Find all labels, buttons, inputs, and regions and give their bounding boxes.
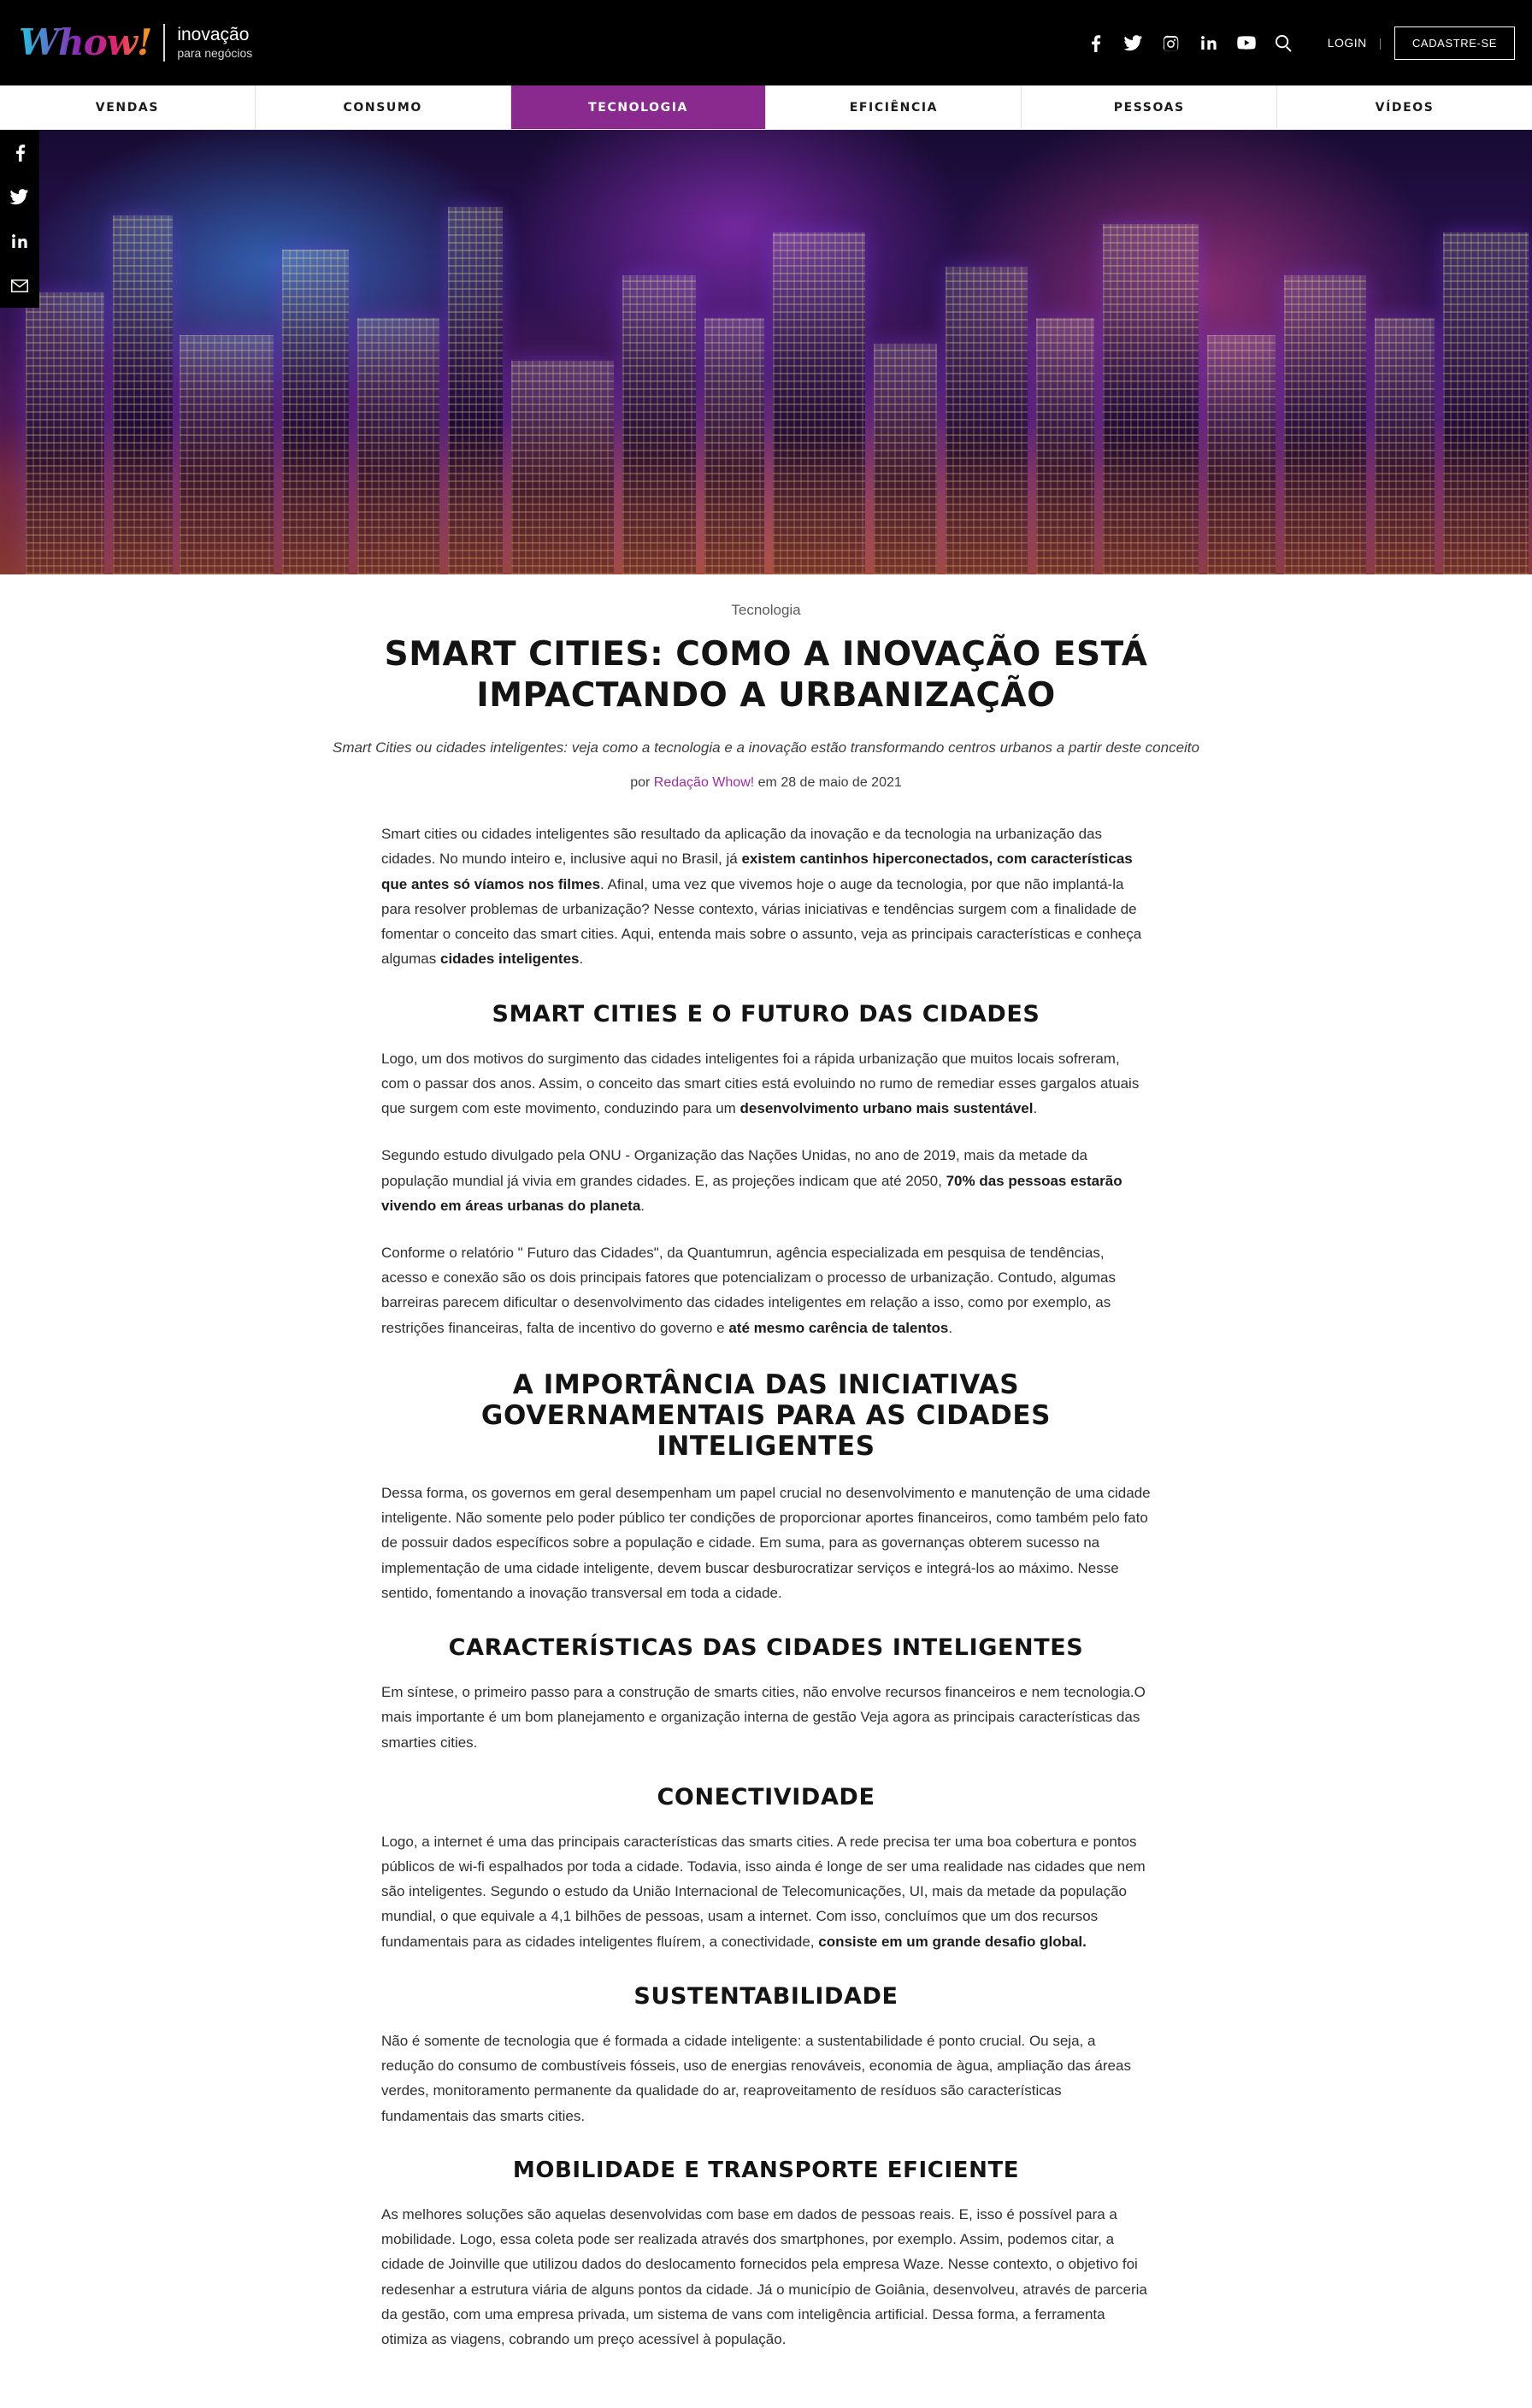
nav-item-pessoas[interactable]: PESSOAS xyxy=(1022,85,1277,129)
register-button[interactable]: CADASTRE-SE xyxy=(1394,26,1515,60)
intro-text-3: . xyxy=(579,951,584,968)
s4-p1-bold: consiste em um grande desafio global. xyxy=(818,1933,1087,1950)
nav-item-videos[interactable]: VÍDEOS xyxy=(1375,100,1435,115)
logo-tagline-line2: para negócios xyxy=(177,46,253,61)
intro-link-2[interactable]: cidades inteligentes xyxy=(439,951,580,968)
hero-glow-overlay xyxy=(0,421,1532,574)
s1-p1-text-a: Logo, um dos motivos do surgimento das cidades inteligentes foi a rápida urbanização que muitos locais sofreram, com o passar dos anos. Assim, o conceito das smart cities está evoluindo no rumo de remediar esses gargalos atuais que surgem com este movimento, conduzindo para um xyxy=(381,1050,1140,1117)
article-category[interactable]: Tecnologia xyxy=(731,602,801,618)
facebook-icon[interactable] xyxy=(1087,32,1105,53)
paragraph-intro xyxy=(381,821,1151,971)
hero-image xyxy=(0,130,1532,574)
paragraph-s6-1: As melhores soluções são aquelas desenvolvidas com base em dados de pessoas reais. E, isso é possível para a mobilidade. Logo, essa coleta pode ser realizada através dos smartphones, por exemplo. Assim, podemos citar, a cidade de Joinville que utilizou dados do deslocamento fornecidos pela empresa Waze. Nesse contexto, o objetivo foi redesenhar a estrutura viária de alguns pontos da cidade. Já o município de Goiânia, desenvolveu, através de parceria da gestão, com uma empresa privada, um sistema de vans com inteligência artificial. Dessa forma, a ferramenta otimiza as viagens, cobrando um preço acessível à população. xyxy=(381,2205,1147,2348)
share-facebook-icon[interactable] xyxy=(0,130,39,174)
header-right xyxy=(1087,26,1532,60)
logo-wordmark: Whow! xyxy=(19,21,152,63)
section-heading-futuro: SMART CITIES E O FUTURO DAS CIDADES xyxy=(492,1000,1040,1027)
s1-p3-bold: até mesmo carência de talentos xyxy=(728,1319,949,1336)
page-title: SMART CITIES: COMO A INOVAÇÃO ESTÁ IMPACTANDO A URBANIZAÇÃO xyxy=(384,635,1148,715)
main-nav xyxy=(0,85,1532,130)
byline-prefix: por xyxy=(630,775,651,791)
nav-item-tecnologia[interactable]: TECNOLOGIA xyxy=(511,85,767,129)
logo-tagline xyxy=(177,24,252,62)
auth-area xyxy=(1328,26,1532,60)
author-link[interactable]: Redação Whow! xyxy=(653,775,755,791)
paragraph-s1-2 xyxy=(381,1143,1151,1218)
nav-item-vendas[interactable]: VENDAS xyxy=(0,85,256,129)
byline-suffix: em 28 de maio de 2021 xyxy=(757,775,902,791)
section-heading-governamentais: A IMPORTÂNCIA DAS INICIATIVAS GOVERNAMENTAIS PARA AS CIDADES INTELIGENTES xyxy=(480,1369,1052,1462)
share-twitter-icon[interactable] xyxy=(0,174,39,219)
share-sidebar xyxy=(0,130,39,308)
paragraph-s5-1: Não é somente de tecnologia que é formada a cidade inteligente: a sustentabilidade é ponto crucial. Ou seja, a redução do consumo de combustíveis fósseis, uso de energias renováveis, economia de àgua, ampliação das áreas verdes, monitoramento permanente da qualidade do ar, reaproveitamento de resíduos são características fundamentais das smarts cities. xyxy=(381,2032,1131,2124)
article-body xyxy=(172,821,1360,2352)
logo-divider xyxy=(163,24,165,62)
linkedin-icon[interactable] xyxy=(1199,32,1218,53)
s1-p1-bold: desenvolvimento urbano mais sustentável xyxy=(739,1100,1034,1117)
s1-p3-text-c: . xyxy=(948,1319,953,1336)
s1-p2-text-a: Segundo estudo divulgado pela ONU - Organização das Nações Unidas, no ano de 2019, mais da metade da população mundial já vivia em grandes cidades. E, as projeções indicam que até 2050, xyxy=(381,1147,1087,1189)
search-icon[interactable] xyxy=(1275,32,1293,53)
paragraph-s1-1 xyxy=(381,1046,1151,1122)
section-heading-sustentabilidade: SUSTENTABILIDADE xyxy=(633,1982,899,2010)
section-heading-caracteristicas: CARACTERÍSTICAS DAS CIDADES INTELIGENTES xyxy=(448,1634,1084,1662)
paragraph-s4-1 xyxy=(381,1829,1151,1954)
s1-p2-bold: 70% das pessoas estarão vivendo em áreas urbanas do planeta xyxy=(381,1172,1122,1214)
nav-item-eficiencia[interactable]: EFICIÊNCIA xyxy=(766,85,1022,129)
nav-item-consumo[interactable]: CONSUMO xyxy=(256,85,511,129)
paragraph-s1-3 xyxy=(381,1240,1151,1340)
site-logo[interactable] xyxy=(0,21,253,63)
intro-link-1[interactable]: existem cantinhos hiperconectados, com características que antes só víamos nos filmes xyxy=(381,851,1133,892)
login-link[interactable]: LOGIN xyxy=(1327,36,1367,50)
paragraph-s2-1: Dessa forma, os governos em geral desempenham um papel crucial no desenvolvimento e manutenção de uma cidade inteligente. Não somente pelo poder público ter condições de proporcionar aportes financeiros, como também pelo fato de possuir dados específicos sobre a população e cidade. Em suma, para as governanças obterem sucesso na implementação de uma cidade inteligente, devem buscar desburocratizar serviços e integrá-los ao máximo. Nesse sentido, fomentando a inovação transversal em toda a cidade. xyxy=(381,1484,1151,1601)
auth-separator: | xyxy=(1378,36,1382,50)
intro-text-2: . Afinal, uma vez que vivemos hoje o auge da tecnologia, por que não implantá-la para resolver problemas de urbanização? Nesse contexto, várias iniciativas e tendências surgem com a finalidade de fomentar o conceito das smart cities. Aqui, entenda mais sobre o assunto, veja as principais características e conheça algumas xyxy=(381,875,1142,968)
site-header xyxy=(0,0,1532,85)
s1-p3-text-a: Conforme o relatório " Futuro das Cidades", da Quantumrun, agência especializada em pesquisa de tendências, acesso e conexão são os dois principais fatores que potencializam o processo de urbanização. Contudo, algumas barreiras parecem dificultar o desenvolvimento das cidades inteligentes em relação a isso, como por exemplo, as restrições financeiras, falta de incentivo do governo e xyxy=(381,1244,1117,1336)
intro-text-1: Smart cities ou cidades inteligentes são resultado da aplicação da inovação e da tecnologia na urbanização das cidades. No mundo inteiro e, inclusive aqui no Brasil, já xyxy=(381,826,1102,868)
header-social-links xyxy=(1087,32,1328,53)
article xyxy=(168,574,1364,2408)
share-email-icon[interactable] xyxy=(0,263,39,308)
instagram-icon[interactable] xyxy=(1162,32,1181,53)
article-byline xyxy=(168,775,1364,791)
section-heading-conectividade: CONECTIVIDADE xyxy=(657,1783,875,1810)
section-heading-mobilidade: MOBILIDADE E TRANSPORTE EFICIENTE xyxy=(512,2157,1020,2183)
share-linkedin-icon[interactable] xyxy=(0,219,39,263)
s1-p2-text-c: . xyxy=(640,1197,645,1214)
twitter-icon[interactable] xyxy=(1124,32,1143,53)
paragraph-s3-1: Em síntese, o primeiro passo para a construção de smarts cities, não envolve recursos financeiros e nem tecnologia.O mais importante é um bom planejamento e organização interna de gestão Veja agora as principais características das smarties cities. xyxy=(381,1684,1146,1751)
s1-p1-text-c: . xyxy=(1033,1100,1038,1117)
youtube-icon[interactable] xyxy=(1237,32,1256,53)
s4-p1-text-a: Logo, a internet é uma das principais características das smarts cities. A rede precisa ter uma boa cobertura e pontos públicos de wi-fi espalhados por toda a cidade. Todavia, isso ainda é longe de ser uma realidade nas cidades que nem são inteligentes. Segundo o estudo da União Internacional de Telecomunicações, UI, mais da metade da população mundial, o que equivale a 4,1 bilhões de pessoas, usam a internet. Com isso, concluímos que um dos recursos fundamentais para as cidades inteligentes fluírem, a conectividade, xyxy=(381,1833,1146,1950)
logo-tagline-line1: inovação xyxy=(177,25,250,45)
article-subtitle: Smart Cities ou cidades inteligentes: veja como a tecnologia e a inovação estão transformando centros urbanos a partir deste conceito xyxy=(333,739,1199,757)
